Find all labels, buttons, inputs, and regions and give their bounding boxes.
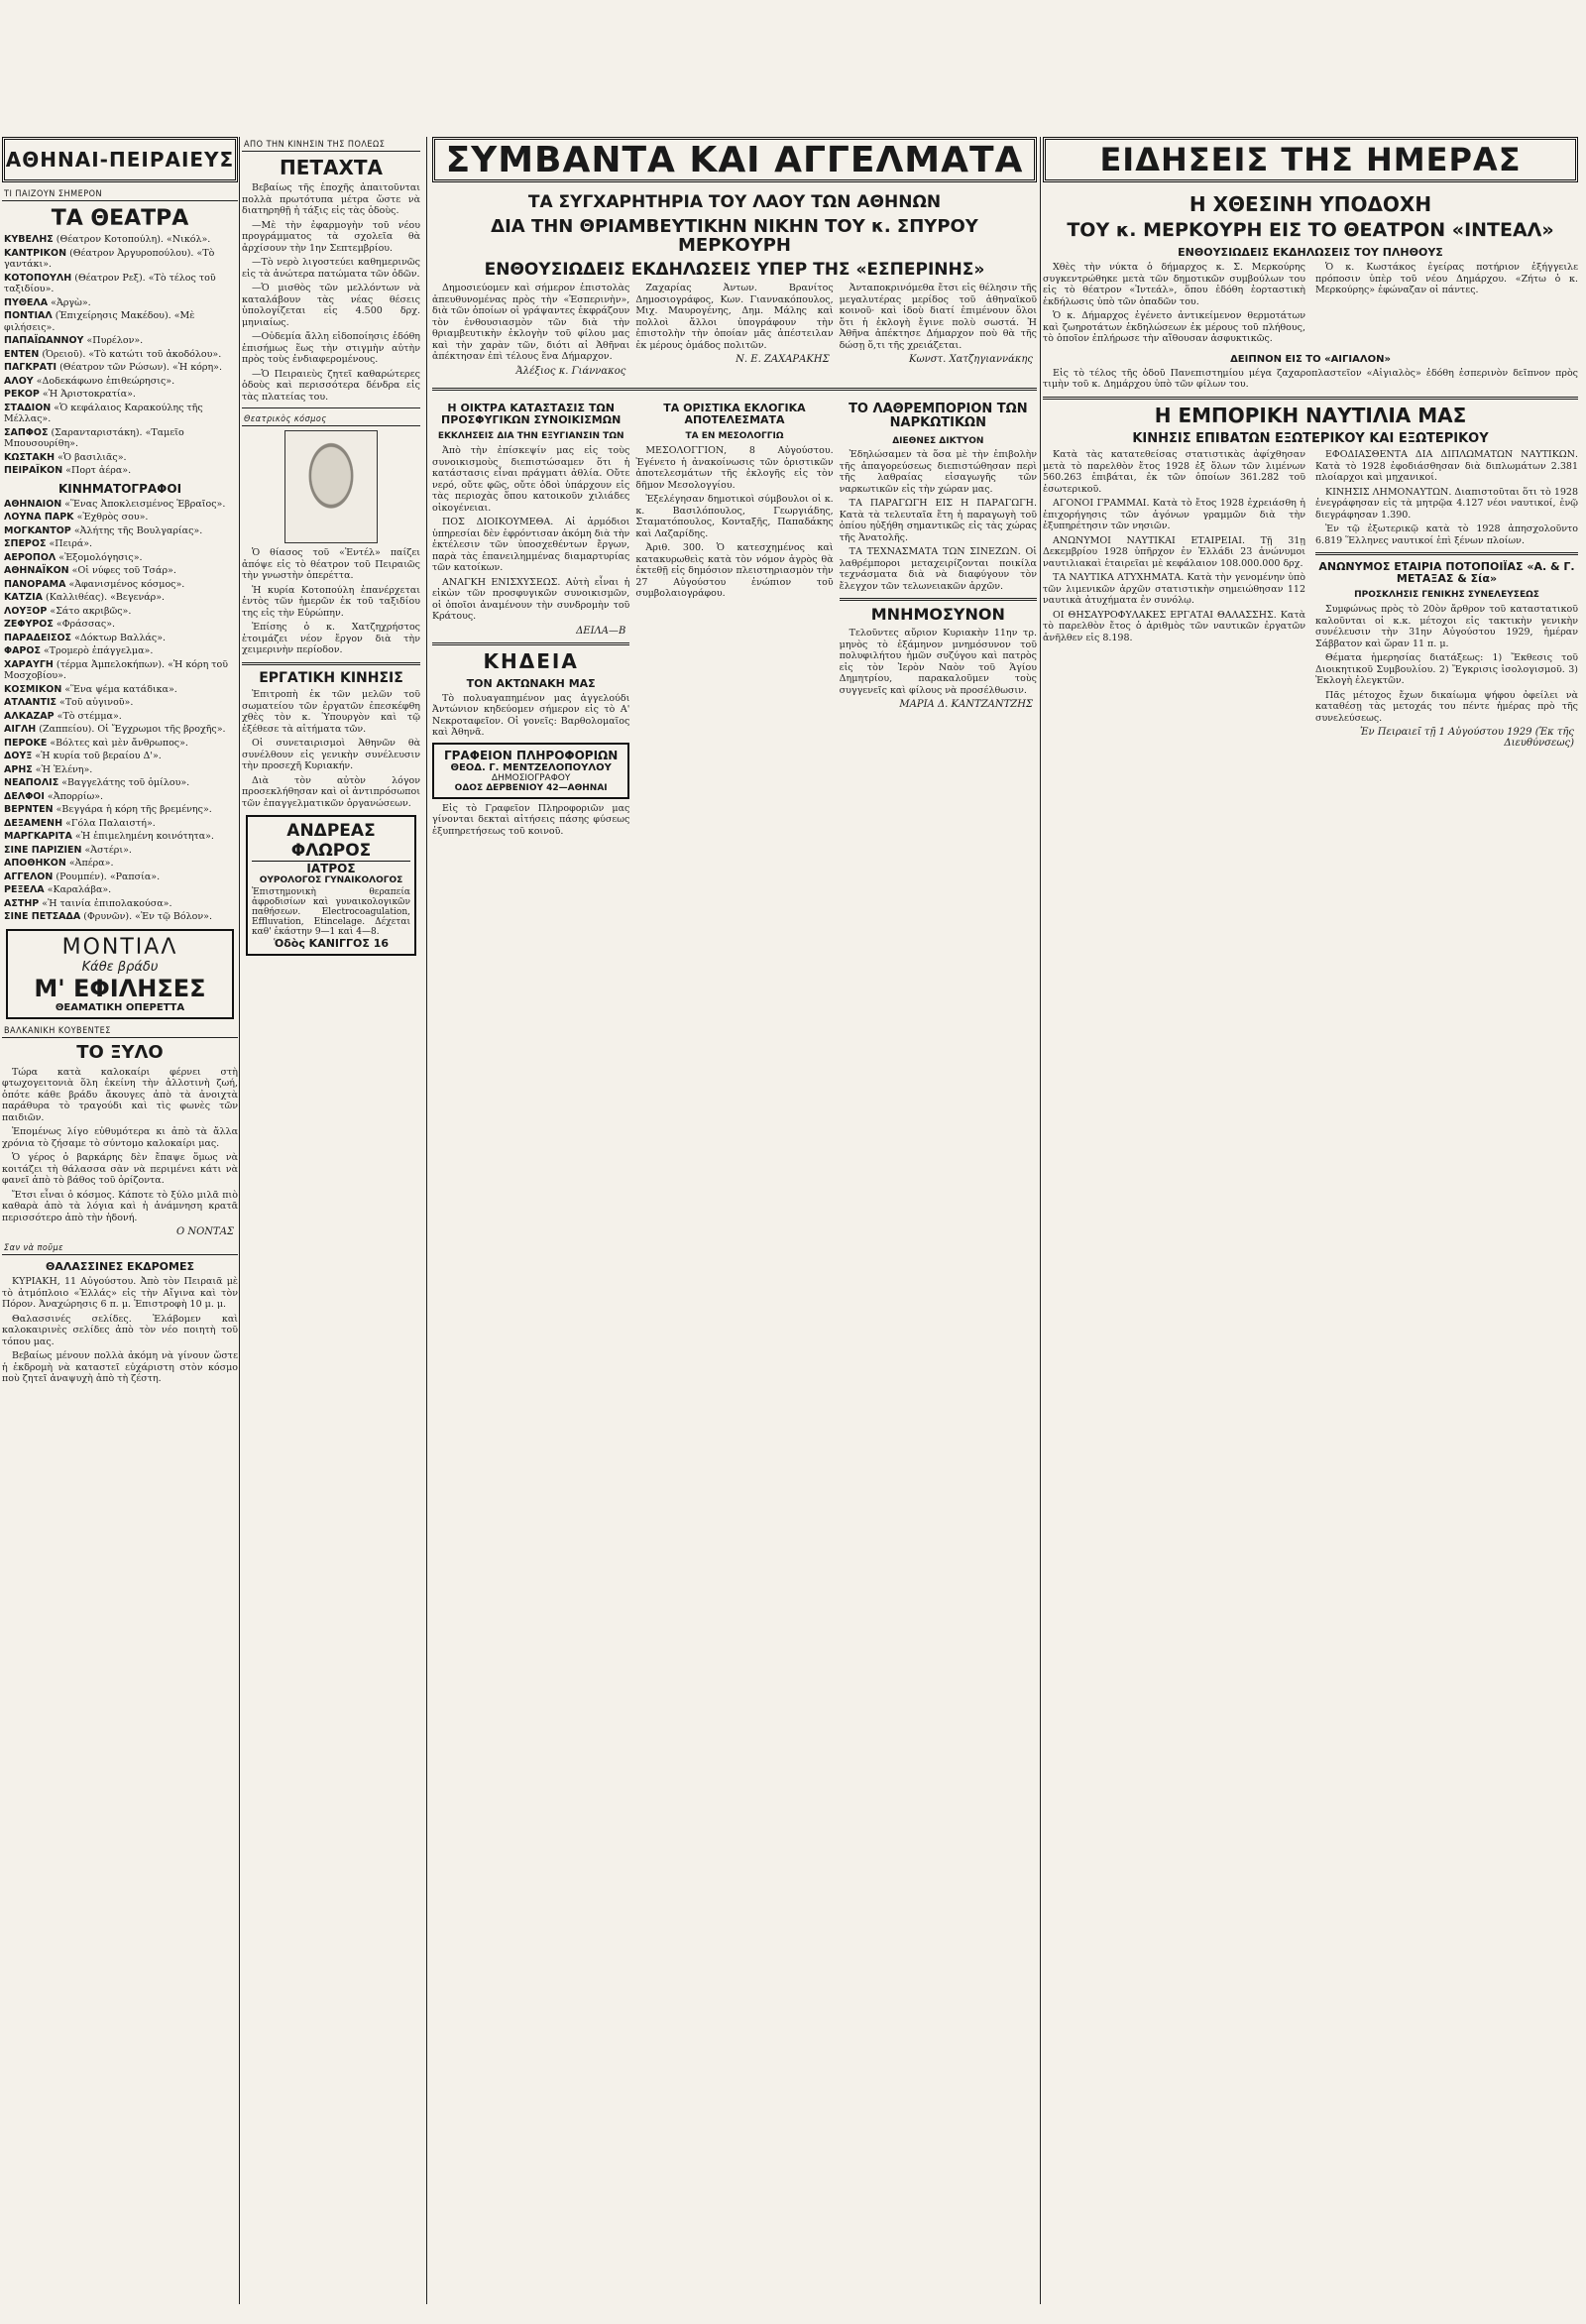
- listing-show: (Θέατρον Ρεξ). «Τὸ τέλος τοῦ ταξιδίου».: [4, 272, 216, 295]
- story-signature: Ο ΝΟΝΤΑΣ: [175, 1226, 234, 1238]
- headline-sub: ΕΝΘΟΥΣΙΩΔΕΙΣ ΕΚΔΗΛΩΣΕΙΣ ΤΟΥ ΠΛΗΘΟΥΣ: [1178, 245, 1443, 259]
- letter: [840, 283, 1037, 382]
- listing-show: «Γόλα Παλαιστή».: [65, 817, 156, 829]
- headline: ΤΑ ΣΥΓΧΑΡΗΤΗΡΙΑ ΤΟΥ ΛΑΟΥ ΤΩΝ ΑΘΗΝΩΝ: [527, 192, 942, 212]
- funeral-body: Τὸ πολυαγαπημένον μας ἀγγελούδι Ἀντώνιον κηδεύομεν σήμερον εἰς τὸ Α' Νεκροταφεῖον. Οἱ γονεῖς: Βαρθολομαῖος καὶ Ἀθηνᾶ.: [432, 692, 630, 739]
- listing-venue: ΣΙΝΕ ΠΕΤΣΑΔΑ: [4, 911, 81, 923]
- listing-entry: [4, 403, 236, 425]
- listing-show: (Θέατρον Ἀργυροπούλου). «Τὸ γαντάκι».: [4, 247, 215, 271]
- banner-athens-piraeus: ΑΘΗΝΑΙ-ΠΕΙΡΑΙΕΥΣ: [2, 137, 238, 182]
- shipping-right: [1315, 449, 1578, 754]
- listing-show: «Καραλάβα».: [47, 884, 112, 896]
- advert-body: Ἐπιστημονικὴ θεραπεία ἀφροδισίων καὶ γυναικολογικῶν παθήσεων. Electrocoagulation, Effluvation, Etincelage. Δέχεται καθ' ἑκάστην 9—1 καὶ 4—8.: [252, 887, 410, 938]
- memorial-signature: ΜΑΡΙΑ Δ. ΚΑΝΤΖΑΝΤΖΗΣ: [899, 699, 1033, 711]
- headline: Η ΧΘΕΣΙΝΗ ΥΠΟΔΟΧΗ: [1189, 192, 1432, 216]
- listing-entry: [4, 619, 236, 631]
- advert-title: ΓΡΑΦΕΙΟΝ ΠΛΗΡΟΦΟΡΙΩΝ: [444, 748, 619, 762]
- advert-line: ΙΑΤΡΟΣ: [306, 862, 356, 876]
- paragraph: ΑΓΟΝΟΙ ΓΡΑΜΜΑΙ. Κατὰ τὸ ἔτος 1928 ἐχρειάσθη ἡ ἐπιχορήγησις τῶν ἀγόνων γραμμῶν διὰ τὴν ἐξυπηρέτησιν τῶν νησιῶν.: [1043, 498, 1305, 532]
- advert-doctor: [246, 815, 416, 956]
- paragraph: —Ὁ Πειραιεὺς ζητεῖ καθαρώτερες ὁδοὺς καὶ περισσότερα δένδρα εἰς τὰς πλατείας του.: [242, 368, 420, 403]
- listing-venue: ΣΙΝΕ ΠΑΡΙΖΙΕΝ: [4, 844, 82, 856]
- listing-show: (Ρουμπέν). «Ραπσία».: [56, 871, 161, 882]
- paragraph: Βεβαίως τῆς ἐποχῆς ἀπαιτοῦνται πολλὰ πρωτότυπα μέτρα ὥστε νὰ διατηρηθῇ ἡ τάξις εἰς τὰς ὁδοὺς.: [242, 182, 420, 216]
- listing-venue: ΚΟΤΟΠΟΥΛΗ: [4, 272, 72, 284]
- listing-entry: [4, 310, 236, 333]
- article-subtitle: ΔΙΕΘΝΕΣ ΔΙΚΤΥΟΝ: [892, 435, 984, 446]
- column-events: [432, 0, 1037, 2324]
- paragraph: ΑΝΩΝΥΜΟΙ ΝΑΥΤΙΚΑΙ ΕΤΑΙΡΕΙΑΙ. Τῇ 31ῃ Δεκεμβρίου 1928 ὑπῆρχον ἐν Ἑλλάδι 23 ἀνώνυμοι ναυτιλιακαὶ ἑταιρεῖαι μὲ κεφάλαιον 108.000.000 δρχ.: [1043, 534, 1305, 569]
- advert-line: ΔΗΜΟΣΙΟΓΡΑΦΟΥ: [491, 772, 571, 783]
- listing-show: (Ζαππείου). Οἱ Ἔγχρωμοι τῆς βροχῆς».: [39, 724, 226, 736]
- listing-entry: [4, 452, 236, 464]
- article-body: [840, 449, 1037, 592]
- listing-show: «Ἡ Ἑλένη».: [35, 763, 93, 775]
- listing-venue: ΡΕΞΕΛΑ: [4, 884, 45, 896]
- article-elections: [635, 397, 833, 840]
- listing-show: «Δόκτωρ Βαλλάς».: [74, 632, 167, 643]
- shipping-articles: [1043, 449, 1578, 754]
- listing-venue: ΑΠΟΘΗΚΟΝ: [4, 858, 66, 870]
- shipping-body: [1043, 449, 1305, 754]
- listing-venue: ΒΕΡΝΤΕΝ: [4, 804, 54, 816]
- theatre-listing: [2, 234, 238, 477]
- listing-venue: ΧΑΡΑΥΓΗ: [4, 658, 54, 670]
- listing-entry: [4, 335, 236, 347]
- listing-entry: [4, 427, 236, 450]
- listing-entry: [4, 376, 236, 388]
- listing-entry: [4, 724, 236, 736]
- listing-venue: ΠΑΡΑΔΕΙΣΟΣ: [4, 632, 72, 643]
- listing-venue: ΣΑΠΦΟΣ: [4, 426, 49, 438]
- paragraph: Οἱ συνεταιρισμοὶ Ἀθηνῶν θὰ συνέλθουν εἰς γενικὴν συνέλευσιν τὴν προσεχῆ Κυριακήν.: [242, 738, 420, 772]
- listing-venue: ΚΟΣΜΙΚΟΝ: [4, 683, 62, 695]
- listing-entry: [4, 273, 236, 295]
- listing-show: «Πειρά».: [49, 538, 93, 550]
- letter-signature: Κωνστ. Χατζηγιαννάκης: [909, 354, 1033, 366]
- listing-venue: ΖΕΦΥΡΟΣ: [4, 619, 54, 631]
- reception-body: [1043, 262, 1578, 348]
- listing-show: (Ὀρειοῦ). «Τὸ κατώτι τοῦ ἀκοδόλου».: [42, 348, 222, 360]
- listing-venue: ΠΕΙΡΑΪΚΟΝ: [4, 465, 63, 477]
- listing-show: «Ὁ βασιλιᾶς».: [57, 451, 127, 463]
- paragraph: —Ὁ μισθὸς τῶν μελλόντων νὰ καταλάβουν τὰς νέας θέσεις ὑπολογίζεται εἰς 4.500 δρχ. μηνιαίως.: [242, 283, 420, 328]
- listing-venue: ΔΕΛΦΟΙ: [4, 790, 45, 802]
- articles-row: [432, 397, 1037, 840]
- letter-signature: Ν. Ε. ΖΑΧΑΡΑΚΗΣ: [736, 354, 830, 366]
- listing-entry: [4, 898, 236, 910]
- listing-entry: [4, 465, 236, 477]
- company-notice-signature: Ἐν Πειραιεῖ τῇ 1 Αὐγούστου 1929 (Ἐκ τῆς Διευθύνσεως): [1360, 727, 1574, 750]
- listing-venue: ΔΕΞΑΜΕΝΗ: [4, 817, 63, 829]
- paragraph: Ἐπίσης ὁ κ. Χατζηχρήστος ἑτοιμάζει νέον ἔργον διὰ τὴν χειμερινὴν περίοδον.: [242, 622, 420, 655]
- listing-show: (τέρμα Ἀμπελοκήπων). «Ἡ κόρη τοῦ Μοσχοβίου».: [4, 658, 229, 682]
- headline: Η ΕΜΠΟΡΙΚΗ ΝΑΥΤΙΛΙΑ ΜΑΣ: [1154, 403, 1467, 427]
- advert-address: Ὁδὸς ΚΑΝΙΓΓΟΣ 16: [273, 937, 390, 951]
- paragraph: ΠΟΣ ΔΙΟΙΚΟΥΜΕΘΑ. Αἱ ἀρμόδιοι ὑπηρεσίαι δὲν ἐφρόντισαν ἀκόμη διὰ τὴν ἐκτέλεσιν τῶν ὑποσχεθέντων ἔργων, παρὰ τὰς ἐπανειλημμένας διαμαρτυρίας τῶν κατοίκων.: [432, 517, 630, 574]
- listing-venue: ΑΕΡΟΠΟΛ: [4, 551, 57, 563]
- listing-show: «Ὁ κεφάλαιος Καρακούλης τῆς Μέλλας».: [4, 402, 203, 425]
- article-title: Η ΟΙΚΤΡΑ ΚΑΤΑΣΤΑΣΙΣ ΤΩΝ ΠΡΟΣΦΥΓΙΚΩΝ ΣΥΝΟΙΚΙΣΜΩΝ: [441, 401, 622, 427]
- listing-entry: [4, 565, 236, 577]
- listing-show: «Ἡ Ἀριστοκρατία».: [42, 389, 136, 401]
- letter: [432, 283, 629, 382]
- listing-venue: ΑΤΛΑΝΤΙΣ: [4, 697, 57, 709]
- advert-title: ΜΟΝΤΙΑΛ: [61, 934, 178, 960]
- advert-address: ΟΔΟΣ ΔΕΡΒΕΝΙΟΥ 42—ΑΘΗΝΑΙ: [454, 782, 608, 793]
- article-signature: ΔΕΙΛΑ—Β: [576, 625, 626, 637]
- paragraph: Ἀπὸ τὴν ἐπίσκεψίν μας εἰς τοὺς συνοικισμοὺς διεπιστώσαμεν ὅτι ἡ κατάστασις εἶναι πράγματι ἀθλία. Οὔτε νερό, οὔτε φῶς, οὔτε ὁδοὶ ὑπάρχουν εἰς τὰς περιοχὰς ὅπου κατοικοῦν χιλιάδες οἰκογένειαι.: [432, 445, 630, 514]
- dinner-body: Εἰς τὸ τέλος τῆς ὁδοῦ Πανεπιστημίου μέγα ζαχαροπλαστεῖον «Αἰγιαλὸς» ἐδόθη ἐσπερινὸν δεῖπνον πρὸς τιμὴν τοῦ κ. Δημάρχου ὑπὸ τῶν φίλων του.: [1043, 367, 1578, 391]
- listing-venue: ΠΑΠΑΪΩΑΝΝΟΥ: [4, 335, 84, 347]
- listing-venue: ΠΥΘΕΛΑ: [4, 296, 49, 308]
- paragraph: Χθὲς τὴν νύκτα ὁ δήμαρχος κ. Σ. Μερκούρης συγκεντρώθηκε μετὰ τῶν δημοτικῶν συμβούλων του εἰς τὸ θέατρον «Ἰντεάλ», ὅπου ἐδόθη ἑορταστικὴ ἐκδήλωσις ὑπὸ τῶν ὀπαδῶν του.: [1043, 262, 1305, 307]
- listing-show: «Τρομερὸ ἐπάγγελμα».: [44, 645, 154, 657]
- listing-venue: ΑΣΤΗΡ: [4, 897, 40, 909]
- paragraph: ΟΙ ΘΗΣΑΥΡΟΦΥΛΑΚΕΣ ΕΡΓΑΤΑΙ ΘΑΛΑΣΣΗΣ. Κατὰ τὸ παρελθὸν ἔτος ὁ ἀριθμὸς τῶν ναυτικῶν ἐργατῶν ἀνῆλθεν εἰς 8.198.: [1043, 609, 1305, 643]
- listing-entry: [4, 633, 236, 644]
- listing-show: «Ἀλήτης τῆς Βουλγαρίας».: [73, 524, 203, 536]
- paragraph: Κατὰ τὰς κατατεθείσας στατιστικὰς ἀφίχθησαν μετὰ τὸ παρελθὸν ἔτος 1928 ἐξ ὅλων τῶν λιμένων 560.263 ἐπιβάται, ἐκ τῶν ὁποίων 361.282 τοῦ ἐσωτερικοῦ.: [1043, 449, 1305, 495]
- listing-venue: ΛΟΥΝΑ ΠΑΡΚ: [4, 512, 74, 523]
- listing-show: «Τὸ στέμμα».: [57, 710, 122, 722]
- listing-entry: [4, 777, 236, 789]
- advert-title: ΑΝΔΡΕΑΣ ΦΛΩΡΟΣ: [252, 821, 410, 862]
- text-column: [1043, 262, 1305, 348]
- paragraph: —Οὐδεμία ἄλλη εἰδοποίησις ἐδόθη ἐπισήμως ἕως τὴν στιγμὴν αὐτὴν πρὸς τοὺς ἐνδιαφερομένους.: [242, 331, 420, 365]
- excursions-body: [2, 1276, 238, 1385]
- listing-show: «Βαγγελάτης τοῦ ὁμίλου».: [61, 777, 190, 789]
- paragraph: Ἑπομένως λίγο εὐθυμότερα κι ἀπὸ τὰ ἄλλα χρόνια τὸ ζήσαμε τὸ σύντομο καλοκαίρι μας.: [2, 1126, 238, 1149]
- listing-entry: [4, 592, 236, 604]
- theatre-world-body: [242, 547, 420, 656]
- listing-venue: ΣΤΑΔΙΟΝ: [4, 402, 52, 413]
- article-body: [432, 445, 629, 623]
- listing-show: «Ἀπέρα».: [68, 858, 114, 870]
- petachta-body: [242, 182, 420, 403]
- paragraph: Ὁ κ. Δήμαρχος ἐγένετο ἀντικείμενον θερμοτάτων καὶ ζωηροτάτων ἐκδηλώσεων ἐκ μέρους τοῦ πλήθους, τὸ ὁποῖον ἐπλήρωσε τὴν αἴθουσαν ἀσφυκτικῶς.: [1043, 310, 1305, 345]
- listing-show: «Ἕνας Ἀποκλεισμένος Ἑβραῖος».: [64, 498, 226, 510]
- listing-venue: ΕΝΤΕΝ: [4, 348, 40, 360]
- listing-show: «Φράσσας».: [56, 619, 116, 631]
- paragraph: Ἐπιτροπὴ ἐκ τῶν μελῶν τοῦ σωματείου τῶν ἐργατῶν ἐπεσκέφθη χθὲς τὸν κ. Ὑπουργὸν καὶ τῷ ἐξέθεσε τὰ αἰτήματα τῶν.: [242, 689, 420, 735]
- paragraph: ΑΝΑΓΚΗ ΕΝΙΣΧΥΣΕΩΣ. Αὐτὴ εἶναι ἡ εἰκὼν τῶν προσφυγικῶν συνοικισμῶν, οἱ ὁποῖοι ἀναμένουν τὴν συνδρομὴν τοῦ Κράτους.: [432, 576, 630, 623]
- advert-line: ΟΥΡΟΛΟΓΟΣ ΓΥΝΑΙΚΟΛΟΓΟΣ: [259, 875, 403, 886]
- column-rule: [239, 137, 240, 2304]
- memorial-title: ΜΝΗΜΟΣΥΝΟΝ: [870, 605, 1005, 625]
- paragraph: Ὁ θίασος τοῦ «Ἐντέλ» παίζει ἀπόψε εἰς τὸ θέατρον τοῦ Πειραιῶς τὴν γνωστὴν ὀπερέττα.: [242, 547, 420, 581]
- paragraph: ΤΑ ΝΑΥΤΙΚΑ ΑΤΥΧΗΜΑΤΑ. Κατὰ τὴν γενομένην ὑπὸ τῶν λιμενικῶν ἀρχῶν στατιστικὴν σημειώθησαν 112 ναυτικὰ ἀτυχήματα ἐν συνόλῳ.: [1043, 572, 1305, 607]
- listing-venue: ΦΑΡΟΣ: [4, 645, 41, 657]
- listing-venue: ΠΑΝΟΡΑΜΑ: [4, 578, 66, 590]
- listing-venue: ΑΙΓΛΗ: [4, 724, 37, 736]
- paragraph: Θαλασσινές σελίδες. Ἐλάβομεν καὶ καλοκαιρινὲς σελίδες ἀπὸ τὸν νέο ποιητὴ τοῦ τόπου μας.: [2, 1313, 238, 1347]
- article-title: ΤΟ ΛΑΘΡΕΜΠΟΡΙΟΝ ΤΩΝ ΝΑΡΚΩΤΙΚΩΝ: [849, 401, 1028, 431]
- paragraph: ΜΕΣΟΛΟΓΓΙΟΝ, 8 Αὐγούστου. Ἐγένετο ἡ ἀνακοίνωσις τῶν ὁριστικῶν ἀποτελεσμάτων τῆς ἐκλογῆς εἰς τὸν δῆμον Μεσολογγίου.: [635, 445, 834, 491]
- story-body: [2, 1067, 238, 1224]
- paragraph: Συμφώνως πρὸς τὸ 20ὸν ἄρθρον τοῦ καταστατικοῦ καλοῦνται οἱ κ.κ. μέτοχοι εἰς τακτικὴν γενικὴν συνέλευσιν τὴν 31ην Αὐγούστου 1929, ἡμέραν Σάββατον καὶ ὥραν 11 π. μ.: [1315, 604, 1578, 649]
- listing-show: (Καλλιθέας). «Βεγενάρ».: [46, 592, 166, 604]
- listing-entry: [4, 751, 236, 762]
- listing-venue: ΑΓΓΕΛΟΝ: [4, 871, 54, 882]
- advert-info-office: [432, 743, 629, 799]
- advert-line: ΘΕΑΜΑΤΙΚΗ ΟΠΕΡΕΤΤΑ: [55, 1001, 185, 1013]
- article-subtitle: ΤΑ ΕΝ ΜΕΣΟΛΟΓΓΙΩ: [685, 431, 784, 442]
- section-rubric: ΑΠΟ ΤΗΝ ΚΙΝΗΣΙΝ ΤΗΣ ΠΟΛΕΩΣ: [242, 139, 420, 152]
- listing-show: «Ἀπορρίω».: [47, 790, 104, 802]
- listing-venue: ΠΑΓΚΡΑΤΙ: [4, 362, 57, 374]
- listing-show: «Ἡ ἐπιμελημένη κοινότητα».: [74, 831, 214, 843]
- listing-venue: ΔΟΥΞ: [4, 751, 33, 762]
- listing-show: «Πυρέλον».: [86, 335, 144, 347]
- listing-venue: ΑΛΟΥ: [4, 375, 34, 387]
- advert-headline: Μ' ΕΦΙΛΗΣΕΣ: [34, 974, 206, 1002]
- listing-entry: [4, 499, 236, 511]
- listing-show: «Οἱ νύφες τοῦ Τσάρ».: [71, 565, 176, 577]
- excursions-title: ΘΑΛΑΣΣΙΝΕΣ ΕΚΔΡΟΜΕΣ: [45, 1260, 194, 1274]
- paragraph: Ἐξελέγησαν δημοτικοὶ σύμβουλοι οἱ κ. κ. Βασιλόπουλος, Γεωργιάδης, Σταματόπουλος, Κονταξῆς, Παπαδάκης καὶ Λαζαρίδης.: [635, 494, 834, 539]
- listing-entry: [4, 818, 236, 830]
- listing-show: «Ἀργὼ».: [51, 296, 91, 308]
- paragraph: ΕΦΟΔΙΑΣΘΕΝΤΑ ΔΙΑ ΔΙΠΛΩΜΑΤΩΝ ΝΑΥΤΙΚΩΝ. Κατὰ τὸ 1928 ἐφοδιάσθησαν διὰ διπλωμάτων 2.381 πλοίαρχοι καὶ μηχανικοί.: [1315, 449, 1578, 484]
- column-athens-piraeus: [2, 0, 238, 2324]
- listing-show: «Δοδεκάφωνο ἐπιθεώρησις».: [36, 375, 175, 387]
- labour-body: [242, 689, 420, 809]
- advert-line: ΘΕΟΔ. Γ. ΜΕΝΤΖΕΛΟΠΟΥΛΟΥ: [450, 761, 612, 773]
- paragraph: —Τὸ νερὸ λιγοστεύει καθημερινῶς εἰς τὰ ἀνώτερα πατώματα τῶν ὁδῶν.: [242, 257, 420, 280]
- article-refugees: [432, 397, 629, 840]
- article-title: ΤΑ ΟΡΙΣΤΙΚΑ ΕΚΛΟΓΙΚΑ ΑΠΟΤΕΛΕΣΜΑΤΑ: [663, 401, 806, 427]
- letter-signature: Ἀλέξιος κ. Γιάννακος: [515, 365, 626, 377]
- section-rubric: Θεατρικὸς κόσμος: [242, 413, 420, 426]
- letter-text: Δημοσιεύομεν καὶ σήμερον ἐπιστολὰς ἀπευθυνομένας πρὸς τὴν «Ἑσπερινὴν», διὰ τῶν ὁποίων οἱ γράψαντες ἐκφράζουν τὸν ἐνθουσιασμὸν τῶν διὰ τὴν θριαμβευτικὴν ἐκλογὴν τοῦ φίλου μας καὶ τὴν χαρὰν τῶν, διότι αἱ Ἀθῆναι ἀπέκτησαν ἐπὶ τέλους ἕνα Δήμαρχον.: [432, 283, 630, 363]
- listing-entry: [4, 872, 236, 883]
- shipping-body: [1315, 449, 1578, 546]
- cinema-listing: [2, 499, 238, 923]
- listing-entry: [4, 389, 236, 401]
- listing-venue: ΠΕΡΟΚΕ: [4, 737, 48, 749]
- listing-entry: [4, 697, 236, 709]
- listing-venue: ΜΑΡΓΚΑΡΙΤΑ: [4, 831, 72, 843]
- letter: [635, 283, 833, 382]
- story-title: ΤΟ ΞΥΛΟ: [76, 1041, 164, 1063]
- paragraph: Ὁ γέρος ὁ βαρκάρης δὲν ἔπαψε ὅμως νὰ κοιτάζει τὴ θάλασσα σὰν νὰ περιμένει κάτι νὰ φανεῖ ἀπὸ τὸ βάθος τοῦ ὁρίζοντα.: [2, 1152, 238, 1187]
- listing-show: «Ἐξομολόγησις».: [58, 551, 143, 563]
- subheading: ΔΕΙΠΝΟΝ ΕΙΣ ΤΟ «ΑΙΓΙΑΛΟΝ»: [1230, 353, 1391, 365]
- listing-show: «Ἡ κυρία τοῦ βεραίου Δ'».: [35, 751, 162, 762]
- listing-entry: [4, 684, 236, 696]
- listing-entry: [4, 659, 236, 682]
- listing-venue: ΑΘΗΝΑΪΚΟΝ: [4, 565, 69, 577]
- banner-events: ΣΥΜΒΑΝΤΑ ΚΑΙ ΑΓΓΕΛΜΑΤΑ: [432, 137, 1037, 182]
- listing-show: «Ἡ ταινία ἐπιπολακούσα».: [42, 897, 172, 909]
- headline: ΤΟΥ κ. ΜΕΡΚΟΥΡΗ ΕΙΣ ΤΟ ΘΕΑΤΡΟΝ «ΙΝΤΕΑΛ»: [1067, 219, 1554, 241]
- paragraph: Ἐν τῷ ἐξωτερικῷ κατὰ τὸ 1928 ἀπησχολοῦντο 6.819 Ἕλληνες ναυτικοί ἐπὶ ξένων πλοίων.: [1315, 523, 1578, 546]
- paragraph: Ἡ κυρία Κοτοπούλη ἐπανέρχεται ἐντὸς τῶν ἡμερῶν ἐκ τοῦ ταξιδίου της εἰς τὴν Εὐρώπην.: [242, 584, 420, 619]
- listing-entry: [4, 738, 236, 750]
- paragraph: ΤΑ ΤΕΧΝΑΣΜΑΤΑ ΤΩΝ ΣΙΝΕΖΩΝ. Οἱ λαθρέμποροι μεταχειρίζονται ποικίλα τεχνάσματα διὰ νὰ διαφύγουν τὸν ἔλεγχον τῶν τελωνειακῶν ἀρχῶν.: [839, 546, 1037, 592]
- listing-venue: ΝΕΑΠΟΛΙΣ: [4, 777, 59, 789]
- letter-text: Ζαχαρίας Ἀντων. Βρανίτος Δημοσιογράφος, Κων. Γιαννακόπουλος, Μιχ. Μαυρογένης, Δημ. Μάλης καὶ πολλοὶ ἄλλοι ὑπογράφουν τὴν ἐπιστολὴν τὴν ὁποίαν μᾶς ἀπέστειλαν ἐκ μέρους ὁμάδος πολιτῶν.: [635, 283, 834, 351]
- paragraph: ΤΑ ΠΑΡΑΓΩΓΗ ΕΙΣ Η ΠΑΡΑΓΩΓΗ. Κατὰ τὰ τελευταῖα ἔτη ἡ παραγωγὴ τοῦ ὀπίου ηὐξήθη σημαντικῶς εἰς τὰς χώρας τῆς Ἀνατολῆς.: [839, 498, 1037, 543]
- advert-line: Κάθε βράδυ: [81, 959, 159, 975]
- funeral-subtitle: ΤΟΝ ΑΚΤΩΝΑΚΗ ΜΑΣ: [466, 676, 596, 690]
- column-news: [1043, 0, 1578, 2324]
- listing-venue: ΚΥΒΕΛΗΣ: [4, 234, 54, 246]
- section-rubric: ΤΙ ΠΑΙΖΟΥΝ ΣΗΜΕΡΟΝ: [2, 188, 238, 201]
- listing-venue: ΑΛΚΑΖΑΡ: [4, 710, 55, 722]
- company-notice-title: ΑΝΩΝΥΜΟΣ ΕΤΑΙΡΙΑ ΠΟΤΟΠΟΙΪΑΣ «Α. & Γ. ΜΕΤΑΞΑΣ & Σία»: [1318, 560, 1575, 586]
- column-rule: [426, 137, 427, 2304]
- listing-show: «Ἐχθρὸς σου».: [76, 512, 149, 523]
- banner-news: ΕΙΔΗΣΕΙΣ ΤΗΣ ΗΜΕΡΑΣ: [1043, 137, 1578, 182]
- listing-entry: [4, 579, 236, 591]
- column-city-notes: [242, 0, 420, 2324]
- listing-show: (Φρυνῶν). «Ἐν τῷ Βόλον».: [83, 911, 212, 923]
- column-rule: [1040, 137, 1041, 2304]
- paragraph: Θέματα ἡμερησίας διατάξεως: 1) Ἔκθεσις τοῦ Διοικητικοῦ Συμβουλίου. 2) Ἔγκρισις ἰσολογισμοῦ. 3) Ἐκλογὴ ἐλεγκτῶν.: [1315, 652, 1578, 687]
- company-notice-subtitle: ΠΡΟΣΚΛΗΣΙΣ ΓΕΝΙΚΗΣ ΣΥΝΕΛΕΥΣΕΩΣ: [1354, 590, 1539, 601]
- listing-show: «Βόλτες καὶ μὲν ἄνθρωπος».: [50, 737, 188, 749]
- paragraph: Βεβαίως μένουν πολλὰ ἀκόμη νὰ γίνουν ὥστε ἡ ἐκδρομὴ νὰ καταστεῖ εὐχάριστη στὸν κόσμο ποὺ ζητεῖ ἀναψυχὴ ἀπὸ τὴ ζέστη.: [2, 1350, 238, 1385]
- section-rubric: Σαν νὰ ποῦμε: [2, 1242, 238, 1255]
- listing-entry: [4, 831, 236, 843]
- listing-venue: ΛΟΥΞΟΡ: [4, 605, 48, 617]
- advert-montial: [6, 929, 234, 1019]
- listing-show: «Ἀφανισμένος κόσμος».: [68, 578, 185, 590]
- paragraph: Ἐδηλώσαμεν τὰ ὅσα μὲ τὴν ἐπιβολὴν τῆς ἀπαγορεύσεως διεπιστώθησαν περὶ τῆς λαθραίας εἰσαγωγῆς τῶν ναρκωτικῶν εἰς τὴν χώραν μας.: [839, 449, 1037, 495]
- paragraph: Πᾶς μέτοχος ἔχων δικαίωμα ψήφου ὀφείλει νὰ καταθέσῃ τὰς μετοχάς του πέντε ἡμέρας πρὸ τῆς συνελεύσεως.: [1315, 689, 1578, 724]
- listing-show: (Θέατρον τῶν Ρώσων). «Ἡ κόρη».: [59, 362, 222, 374]
- headline: ΔΙΑ ΤΗΝ ΘΡΙΑΜΒΕΥΤΙΚΗΝ ΝΙΚΗΝ ΤΟΥ κ. ΣΠΥΡΟΥ ΜΕΡΚΟΥΡΗ: [491, 215, 978, 256]
- paragraph: Ἔτσι εἶναι ὁ κόσμος. Κάποτε τὸ ξύλο μιλᾶ πιὸ καθαρὰ ἀπὸ τὰ λόγια καὶ ἡ ἀνάμνηση κρατᾶ περισσότερο ἀπὸ τὴν ἡδονή.: [2, 1189, 238, 1223]
- listing-entry: [4, 362, 236, 374]
- paragraph: ΚΙΝΗΣΙΣ ΛΗΜΟΝΑΥΤΩΝ. Διαπιστοῦται ὅτι τὸ 1928 ἐνεγράφησαν εἰς τὰ μητρῷα 4.127 νέοι ναυτικοί, ἐνῷ διεγράφησαν 1.390.: [1315, 486, 1578, 521]
- advert-body: Εἰς τὸ Γραφεῖον Πληροφοριῶν μας γίνονται δεκταὶ αἰτήσεις πάσης φύσεως ἐξυπηρετήσεως τοῦ κοινοῦ.: [432, 802, 630, 837]
- listing-entry: [4, 234, 236, 246]
- listing-entry: [4, 349, 236, 361]
- listing-entry: [4, 297, 236, 309]
- section-title-petachta: ΠΕΤΑΧΤΑ: [279, 156, 384, 179]
- section-title-cinemas: ΚΙΝΗΜΑΤΟΓΡΑΦΟΙ: [57, 481, 182, 496]
- listing-entry: [4, 538, 236, 550]
- section-title-theatres: ΤΑ ΘΕΑΤΡΑ: [51, 206, 189, 231]
- listing-venue: ΡΕΚΟΡ: [4, 389, 40, 401]
- listing-entry: [4, 525, 236, 537]
- letter-text: Ἀνταποκρινόμεθα ἔτσι εἰς θέλησιν τῆς μεγαλυτέρας μερίδος τοῦ ἀθηναϊκοῦ κοινοῦ· καὶ ἰδοὺ διατί ἐπιμένουν ὅλοι ὅτι ἡ ἐκλογὴ ἔγινε πολὺ σωστά. Ἡ Ἀθῆνα ἀπέκτησε Δήμαρχον ποὺ θὰ τῆς δώσῃ ὅ,τι τῆς χρειάζεται.: [839, 283, 1037, 351]
- listing-entry: [4, 884, 236, 896]
- listing-entry: [4, 248, 236, 271]
- funeral-title: ΚΗΔΕΙΑ: [483, 648, 579, 673]
- text-column: [1315, 262, 1578, 348]
- listing-entry: [4, 711, 236, 723]
- listing-venue: ΚΑΝΤΡΙΚΟΝ: [4, 247, 67, 259]
- listing-show: (Θέατρον Κοτοπούλη). «Νικόλ».: [56, 234, 211, 246]
- listing-show: «Τοῦ αὐγινοῦ».: [59, 697, 134, 709]
- memorial-body: Τελοῦντες αὔριον Κυριακὴν 11ην τρ. μηνὸς τὸ ἐξάμηνον μνημόσυνον τοῦ πολυφιλήτου ἡμῶν συζύγου καὶ πατρὸς εἰς τὸν Ἱερὸν Ναὸν τοῦ Ἁγίου Δημητρίου, παρακαλοῦμεν τοὺς συγγενεῖς καὶ φίλους νὰ προσέλθωσιν.: [839, 628, 1037, 696]
- listing-venue: ΑΘΗΝΑΙΟΝ: [4, 498, 62, 510]
- company-notice-body: [1315, 604, 1578, 724]
- listing-entry: [4, 791, 236, 803]
- paragraph: Ὁ κ. Κωστάκος ἐγείρας ποτήριον ἐξήγγειλε πρόποσιν ὑπὲρ τοῦ νέου Δημάρχου. «Ζήτω ὁ κ. Μερκούρης» ἐφώναζαν οἱ πάντες.: [1315, 262, 1578, 296]
- listing-entry: [4, 804, 236, 816]
- paragraph: Τώρα κατὰ καλοκαίρι φέρνει στὴ φτωχογειτονιὰ ὅλη ἐκείνη τὴν ἀλλοτινὴ ζωή, ὁπότε κάθε βράδυ ἄκουγες ἀπὸ τὰ ἀνοιχτὰ παράθυρα τὸ τραγούδι καὶ τὶς φωνὲς τῶν παιδιῶν.: [2, 1066, 238, 1123]
- listing-entry: [4, 606, 236, 618]
- portrait-illustration: [284, 430, 378, 543]
- section-title-labour: ΕΡΓΑΤΙΚΗ ΚΙΝΗΣΙΣ: [259, 669, 403, 686]
- listing-venue: ΚΑΤΖΙΑ: [4, 592, 43, 604]
- article-body: [635, 445, 833, 600]
- article-subtitle: ΕΚΚΛΗΣΕΙΣ ΔΙΑ ΤΗΝ ΕΞΥΓΙΑΝΣΙΝ ΤΩΝ: [437, 431, 624, 442]
- lead-letters: [432, 283, 1037, 382]
- listing-show: «Σάτο ακριβῶς».: [50, 605, 132, 617]
- listing-entry: [4, 512, 236, 523]
- paragraph: ΚΥΡΙΑΚΗ, 11 Αὐγούστου. Ἀπὸ τὸν Πειραιᾶ μὲ τὸ ἀτμόπλοιο «Ἑλλάς» εἰς τὴν Αἴγινα καὶ τὸν Πόρον. Ἀναχώρησις 6 π. μ. Ἐπιστροφὴ 10 μ. μ.: [2, 1276, 238, 1311]
- listing-venue: ΑΡΗΣ: [4, 763, 33, 775]
- listing-entry: [4, 911, 236, 923]
- listing-entry: [4, 858, 236, 870]
- listing-show: «Πορτ ἀέρα».: [65, 465, 132, 477]
- listing-show: (Ἐπιχείρησις Μακέδου). «Μὲ φιλήσεις».: [4, 310, 195, 333]
- article-narcotics: [840, 397, 1037, 840]
- listing-venue: ΜΟΓΚΑΝΤΟΡ: [4, 524, 71, 536]
- listing-venue: ΠΟΝΤΙΑΛ: [4, 310, 53, 322]
- listing-venue: ΚΩΣΤΑΚΗ: [4, 451, 56, 463]
- paragraph: —Μὲ τὴν ἐφαρμογὴν τοῦ νέου προγράμματος τὰ σχολεῖα θὰ ἀρχίσουν τὴν 1ην Σεπτεμβρίου.: [242, 219, 420, 254]
- listing-show: «Ἕνα ψέμα κατάδικα».: [64, 683, 177, 695]
- listing-entry: [4, 645, 236, 657]
- headline-sub: ΚΙΝΗΣΙΣ ΕΠΙΒΑΤΩΝ ΕΞΩΤΕΡΙΚΟΥ ΚΑΙ ΕΞΩΤΕΡΙΚΟΥ: [1132, 430, 1489, 446]
- headline: ΕΝΘΟΥΣΙΩΔΕΙΣ ΕΚΔΗΛΩΣΕΙΣ ΥΠΕΡ ΤΗΣ «ΕΣΠΕΡΙΝΗΣ»: [484, 259, 985, 280]
- section-rubric: ΒΑΛΚΑΝΙΚΗ ΚΟΥΒΕΝΤΕΣ: [2, 1025, 238, 1038]
- listing-entry: [4, 552, 236, 564]
- listing-show: «Βεγγάρα ἡ κόρη τῆς βρεμένης».: [56, 804, 212, 816]
- listing-entry: [4, 845, 236, 857]
- listing-show: (Σαρανταριστάκη). «Ταμεῖο Μπουσουρίθη».: [4, 426, 184, 450]
- listing-venue: ΣΠΕΡΟΣ: [4, 538, 47, 550]
- listing-entry: [4, 764, 236, 776]
- listing-show: «Ἀστέρι».: [84, 844, 132, 856]
- paragraph: Διὰ τὸν αὐτὸν λόγον προσεκλήθησαν καὶ οἱ ἀντιπρόσωποι τῶν ἐπαγγελματικῶν ὀργανώσεων.: [242, 774, 420, 809]
- paragraph: Ἀριθ. 300. Ὁ κατεσχημένος καὶ κατακυρωθεὶς κατὰ τὸν νόμον ἀγρὸς θὰ ἐκτεθῇ εἰς δημόσιον πλειστηριασμὸν τὴν 27 Αὐγούστου ἐνώπιον τοῦ συμβολαιογράφου.: [635, 542, 834, 600]
